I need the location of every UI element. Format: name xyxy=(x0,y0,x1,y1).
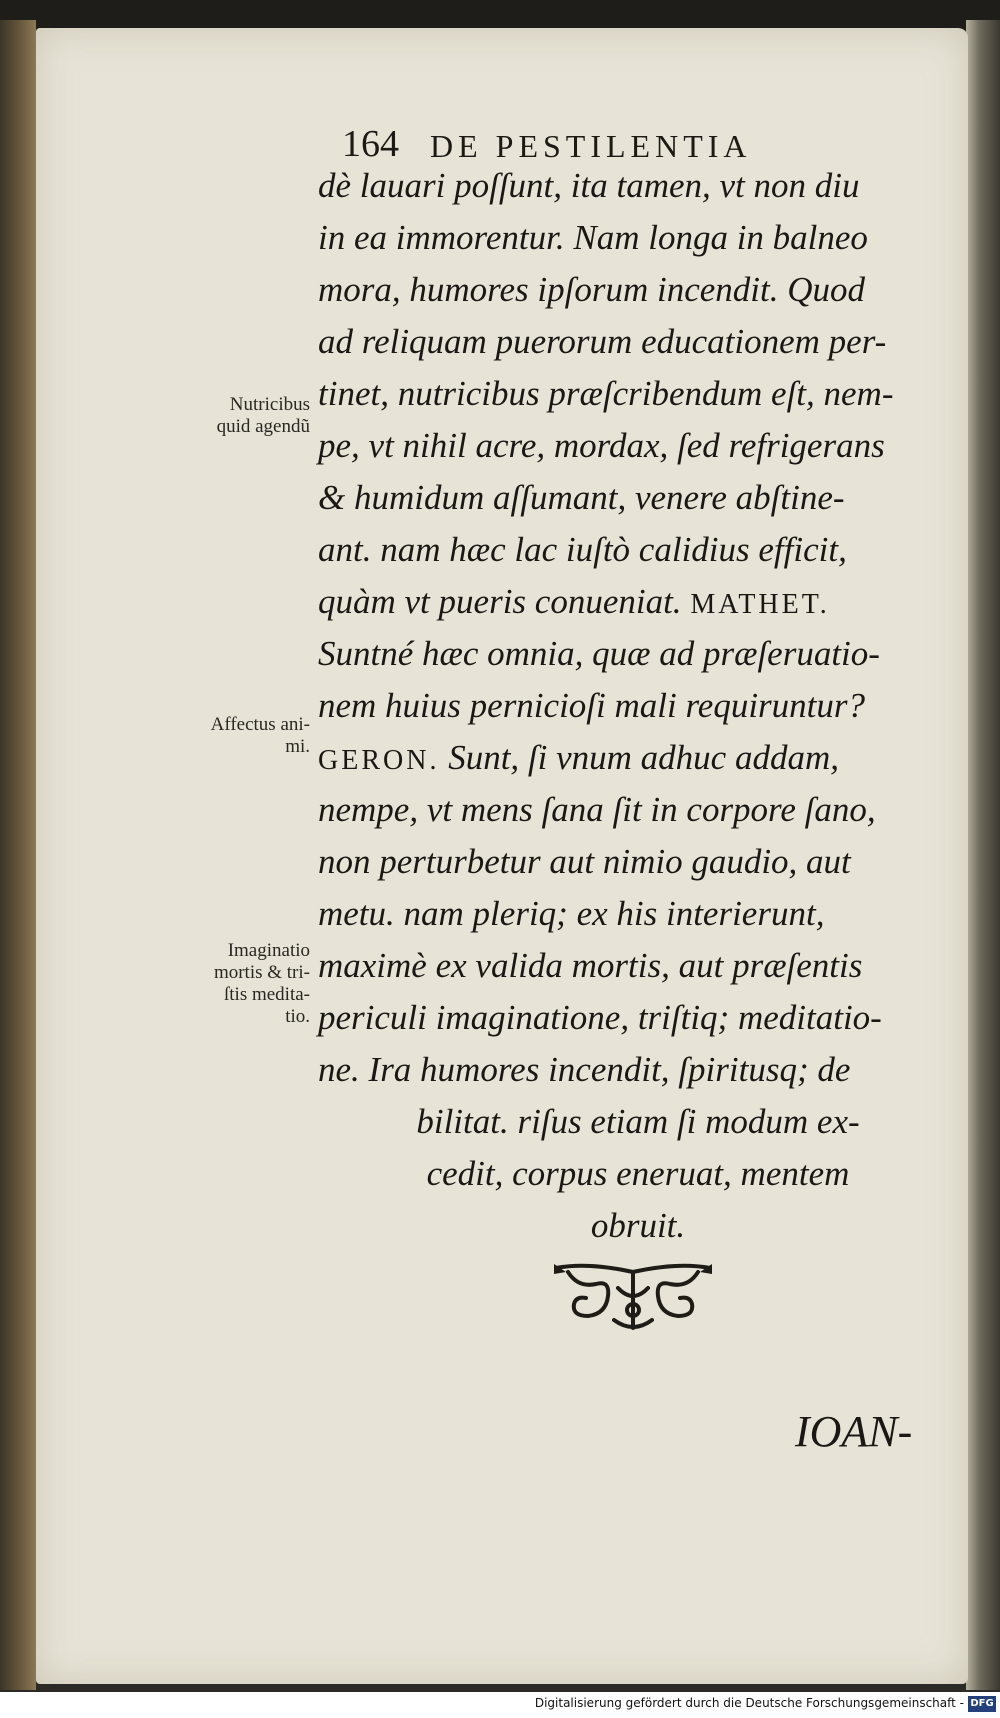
text-line: quàm vt pueris conueniat. MATHET. xyxy=(318,582,830,621)
text-line: maximè ex valida mortis, aut præſentis xyxy=(318,946,863,985)
text-line: mora, humores ipſorum incendit. Quod xyxy=(318,270,866,309)
text-line: ne. Ira humores incendit, ſpiritusq; de xyxy=(318,1050,851,1089)
page-fore-edge xyxy=(966,20,1000,1690)
book-binding-edge xyxy=(0,20,36,1690)
margin-note: Affectus ani- mi. xyxy=(210,714,310,757)
text-line: periculi imaginatione, triſtiq; meditatio- xyxy=(318,998,882,1037)
text-line: ad reliquam puerorum educationem per- xyxy=(318,322,887,361)
text-line: obruit. xyxy=(590,1206,686,1245)
text-line: dè lauari poſſunt, ita tamen, vt non diu xyxy=(318,166,860,205)
dfg-logo-icon: DFG xyxy=(968,1696,996,1712)
text-line: cedit, corpus eneruat, mentem xyxy=(426,1154,850,1193)
text-line: pe, vt nihil acre, mordax, ſed refrigerans xyxy=(318,426,885,465)
margin-note: Nutricibus quid agendũ xyxy=(216,394,310,437)
text-line: & humidum aſſumant, venere abſtine- xyxy=(318,478,845,517)
text-line: non perturbetur aut nimio gaudio, aut xyxy=(318,842,851,881)
text-line: tinet, nutricibus præſcribendum eſt, nem- xyxy=(318,374,894,413)
footer-bar xyxy=(0,1692,1000,1718)
printers-ornament-icon xyxy=(548,1258,718,1338)
funding-notice: Digitalisierung gefördert durch die Deutsche Forschungsgemeinschaft - xyxy=(534,1696,964,1710)
speaker-name: GERON. xyxy=(318,745,440,776)
running-title: DE PESTILENTIA xyxy=(430,128,752,164)
text-line: metu. nam pleriq; ex his interierunt, xyxy=(318,894,825,933)
text-line: ant. nam hæc lac iuſtò calidius efficit, xyxy=(318,530,847,569)
text-line: Suntné hæc omnia, quæ ad præſeruatio- xyxy=(318,634,880,673)
text-line: bilitat. riſus etiam ſi modum ex- xyxy=(416,1102,860,1141)
page-number: 164 xyxy=(342,123,399,165)
catchword: IOAN- xyxy=(795,1407,913,1456)
text-line: in ea immorentur. Nam longa in balneo xyxy=(318,218,868,257)
scan-top-border xyxy=(0,0,1000,30)
text-line: GERON. Sunt, ſi vnum adhuc addam, xyxy=(318,738,839,777)
margin-note: Imaginatio mortis & tri- ſtis medita- tio. xyxy=(213,940,310,1027)
text-line: nem huius pernicioſi mali requiruntur? xyxy=(318,686,866,725)
text-line: nempe, vt mens ſana ſit in corpore ſano, xyxy=(318,790,876,829)
speaker-name: MATHET. xyxy=(690,589,830,620)
page-header xyxy=(300,92,900,165)
